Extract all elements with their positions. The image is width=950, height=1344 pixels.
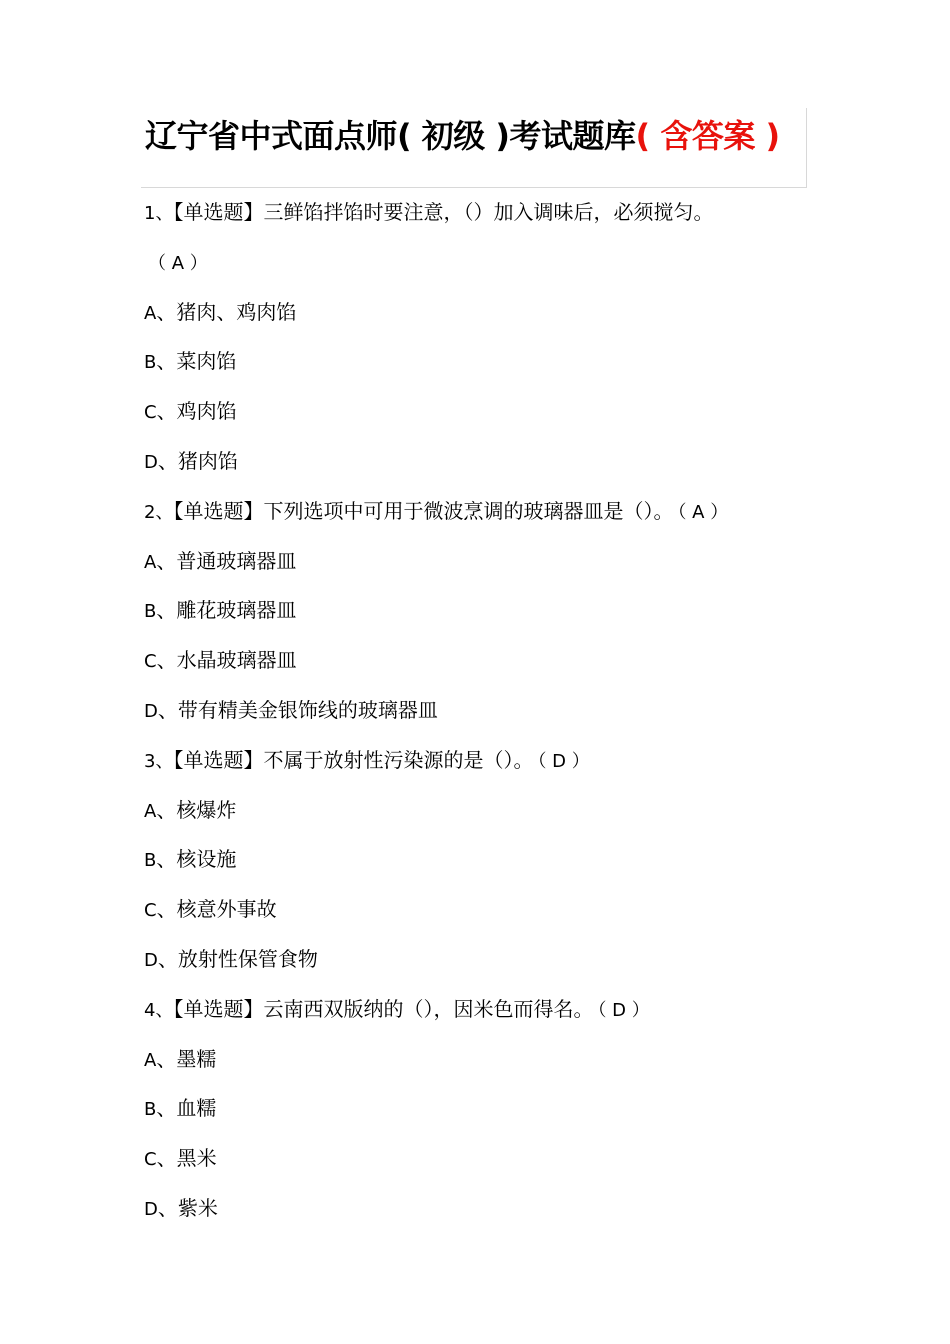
option-separator: 、 xyxy=(156,349,177,374)
title-box xyxy=(141,108,807,188)
option xyxy=(144,541,824,591)
question-stem xyxy=(144,491,824,541)
option-separator: 、 xyxy=(156,598,177,623)
option-separator: 、 xyxy=(157,946,178,971)
option-separator: 、 xyxy=(157,448,178,473)
option xyxy=(144,590,824,640)
option-letter: B xyxy=(144,1099,157,1121)
option-separator: 、 xyxy=(156,797,177,822)
option-letter: C xyxy=(144,1149,157,1171)
option-separator: 、 xyxy=(156,548,177,573)
option xyxy=(144,341,824,391)
question-text: 【单选题】三鲜馅拌馅时要注意，（）加入调味后，必须搅匀。 xyxy=(173,200,714,224)
option-text: 雕花玻璃器皿 xyxy=(176,598,297,623)
option xyxy=(144,1039,824,1089)
option-text: 黑米 xyxy=(176,1146,217,1171)
question-answer: （ A ） xyxy=(677,501,729,523)
question-stem xyxy=(144,740,824,790)
question-answer: （ D ） xyxy=(537,750,590,772)
question-stem xyxy=(144,989,824,1039)
option xyxy=(144,790,824,840)
option xyxy=(144,640,824,690)
option xyxy=(144,690,824,740)
question-number: 4、 xyxy=(144,999,174,1021)
option-separator: 、 xyxy=(156,1046,177,1071)
question-answer: （ D ） xyxy=(597,999,650,1021)
option-separator: 、 xyxy=(157,1195,178,1220)
option-letter: D xyxy=(144,1198,158,1220)
option-letter: B xyxy=(144,850,157,872)
option xyxy=(144,889,824,939)
option xyxy=(144,1088,824,1138)
option-text: 血糯 xyxy=(176,1096,217,1121)
option xyxy=(144,1188,824,1238)
option-text: 猪肉馅 xyxy=(177,448,238,473)
question-list xyxy=(144,192,824,1238)
option-text: 鸡肉馅 xyxy=(176,399,237,424)
option-separator: 、 xyxy=(156,897,177,922)
option xyxy=(144,839,824,889)
question-number: 2、 xyxy=(144,501,174,523)
option-text: 墨糯 xyxy=(176,1046,217,1071)
option-separator: 、 xyxy=(156,399,177,424)
option-letter: C xyxy=(144,900,157,922)
option xyxy=(144,292,824,342)
title-suffix: ( 含答案 ) xyxy=(635,117,780,155)
question-stem xyxy=(144,192,824,242)
option-letter: A xyxy=(144,800,157,822)
option xyxy=(144,441,824,491)
title-main: 辽宁省中式面点师( 初级 )考试题库 xyxy=(145,117,636,155)
option-letter: A xyxy=(144,551,157,573)
option-separator: 、 xyxy=(156,847,177,872)
option xyxy=(144,1138,824,1188)
question-number: 3、 xyxy=(144,750,174,772)
option-letter: D xyxy=(144,700,158,722)
option-letter: C xyxy=(144,651,157,673)
option-separator: 、 xyxy=(156,648,177,673)
option-separator: 、 xyxy=(156,1096,177,1121)
option-text: 猪肉、鸡肉馅 xyxy=(176,299,297,324)
option xyxy=(144,939,824,989)
option-letter: D xyxy=(144,949,158,971)
option-letter: B xyxy=(144,601,157,623)
question-text: 【单选题】下列选项中可用于微波烹调的玻璃器皿是（）。 xyxy=(173,498,674,523)
option-letter: A xyxy=(144,1049,157,1071)
option-letter: B xyxy=(144,352,157,374)
option-text: 菜肉馅 xyxy=(176,349,237,374)
option-letter: A xyxy=(144,302,157,324)
question-answer: （ A ） xyxy=(148,252,208,274)
option-text: 核爆炸 xyxy=(176,797,237,822)
question-number: 1、 xyxy=(144,203,174,224)
option-separator: 、 xyxy=(156,1146,177,1171)
option-letter: C xyxy=(144,402,157,424)
question-text: 【单选题】不属于放射性污染源的是（）。 xyxy=(173,747,534,772)
question-text: 【单选题】云南西双版纳的（），因米色而得名。 xyxy=(173,996,594,1021)
option-text: 带有精美金银饰线的玻璃器皿 xyxy=(177,697,438,722)
option-separator: 、 xyxy=(157,697,178,722)
option-separator: 、 xyxy=(156,299,177,324)
document-title xyxy=(145,114,780,158)
option xyxy=(144,391,824,441)
option-letter: D xyxy=(144,451,158,473)
option-text: 紫米 xyxy=(177,1195,218,1220)
option-text: 水晶玻璃器皿 xyxy=(176,648,297,673)
option-text: 普通玻璃器皿 xyxy=(176,548,297,573)
option-text: 核意外事故 xyxy=(176,897,277,922)
question-answer-line xyxy=(144,242,824,292)
option-text: 放射性保管食物 xyxy=(177,946,318,971)
option-text: 核设施 xyxy=(176,847,237,872)
